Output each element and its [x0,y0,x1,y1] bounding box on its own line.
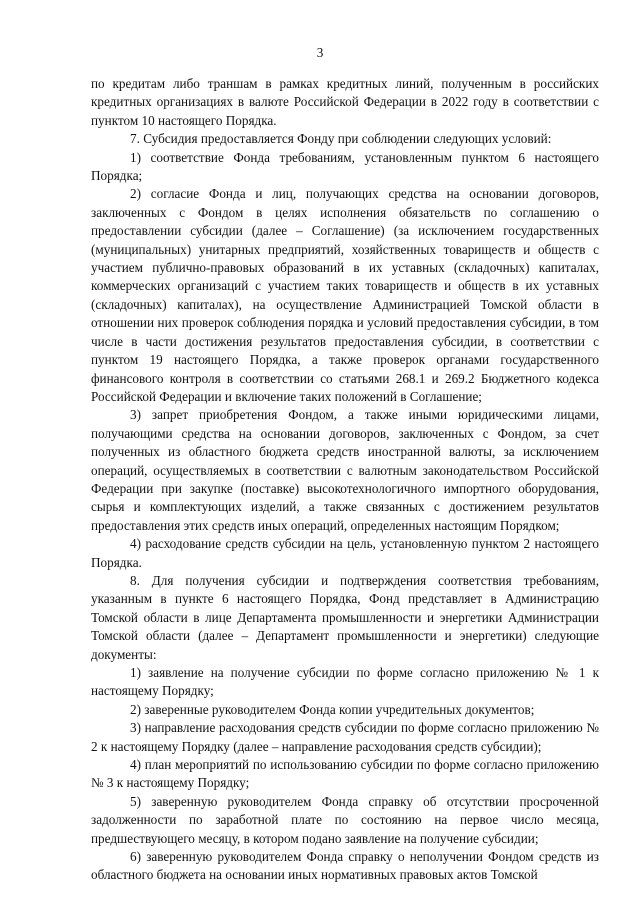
paragraph: 2) согласие Фонда и лиц, получающих средства на основании договоров, заключенных с Фондом в целях исполнения обязательств по соглашению о предоставлении субсидии (далее – Соглашение) (за исключением государственных (муниципальных) унитарных предприятий, хозяйственных товариществ и обществ с участием публично-правовых образований в их уставных (складочных) капиталах, коммерческих организаций с участием таких товариществ и обществ в их уставных (складочных) капиталах), на осуществление Администрацией Томской области в отношении них проверок соблюдения порядка и условий предоставления субсидии, в том числе в части достижения результатов предоставления субсидии, в соответствии с пунктом 19 настоящего Порядка, а также проверок органами государственного финансового контроля в соответствии со статьями 268.1 и 269.2 Бюджетного кодекса Российской Федерации и включение таких положений в Соглашение; [91,186,599,404]
paragraph: 5) заверенную руководителем Фонда справку об отсутствии просроченной задолженности по заработной плате по состоянию на первое число месяца, предшествующего месяцу, в котором подано заявление на получение субсидии; [91,793,599,846]
paragraph: 2) заверенные руководителем Фонда копии учредительных документов; [130,701,535,717]
paragraph: 4) расходование средств субсидии на цель, установленную пунктом 2 настоящего Порядка. [91,536,599,570]
paragraph: 7. Субсидия предоставляется Фонду при соблюдении следующих условий: [130,131,552,147]
page-number: 3 [316,45,324,60]
paragraph: 8. Для получения субсидии и подтверждения соответствия требованиям, указанным в пункте 6 настоящего Порядка, Фонд представляет в Администрацию Томской области в лице Департамента промышленности и энергетики Администрации Томской области (далее – Департамент промышленности и энергетики) следующие документы: [91,572,599,662]
document-body [91,75,599,885]
paragraph: 1) заявление на получение субсидии по форме согласно приложению № 1 к настоящему Порядку; [91,665,599,699]
paragraph: 3) запрет приобретения Фондом, а также иными юридическими лицами, получающими средства на основании договоров, заключенных с Фондом, за счет полученных из областного бюджета средств иностранной валюты, за исключением операций, осуществляемых в соответствии с валютным законодательством Российской Федерации при закупке (поставке) высокотехнологичного импортного оборудования, сырья и комплектующих изделий, а также связанных с достижением результатов предоставления этих средств иных операций, определенных настоящим Порядком; [91,407,599,533]
paragraph: 1) соответствие Фонда требованиям, установленным пунктом 6 настоящего Порядка; [91,149,599,184]
paragraph: 3) направление расходования средств субсидии по форме согласно приложению № 2 к настоящему Порядку (далее – направление расходования средств субсидии); [91,720,599,754]
paragraph: 6) заверенную руководителем Фонда справку о неполучении Фондом средств из областного бюджета на основании иных нормативных правовых актов Томской [91,849,599,883]
paragraph: 4) план мероприятий по использованию субсидии по форме согласно приложению № 3 к настоящему Порядку; [91,757,599,791]
paragraph: по кредитам либо траншам в рамках кредитных линий, полученным в российских кредитных организациях в валюте Российской Федерации в 2022 году в соответствии с пунктом 10 настоящего Порядка. [91,76,599,128]
